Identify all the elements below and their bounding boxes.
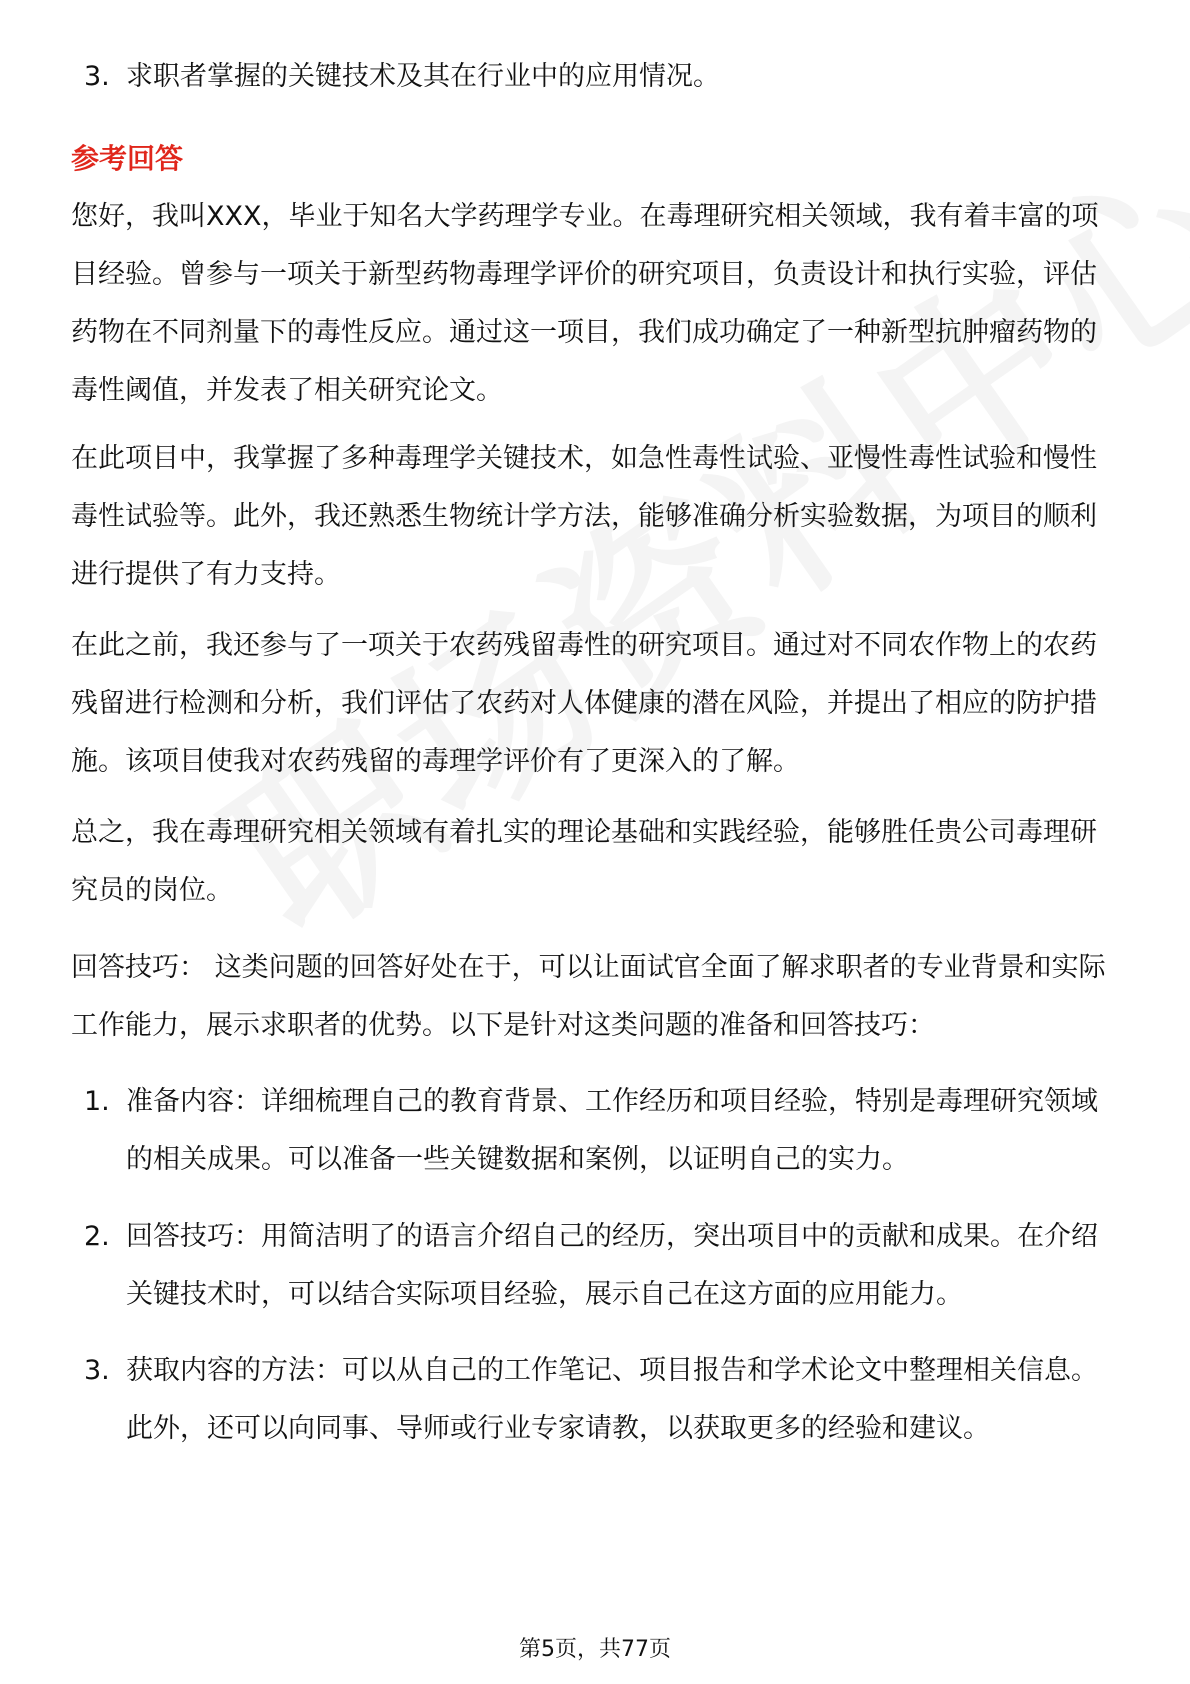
tip-number: 1. [84,1086,110,1117]
list-text: 求职者掌握的关键技术及其在行业中的应用情况。 [126,61,720,92]
section-heading: 参考回答 [71,142,184,175]
page-footer: 第5页，共77页 [519,1637,671,1662]
tip-item [84,1208,1124,1324]
paragraph: 在此之前，我还参与了一项关于农药残留毒性的研究项目。通过对不同农作物上的农药残留进行检测和分析，我们评估了农药对人体健康的潜在风险，并提出了相应的防护措施。该项目使我对农药残留的毒理学评价有了更深入的了解。 [71,630,1097,777]
paragraph: 在此项目中，我掌握了多种毒理学关键技术，如急性毒性试验、亚慢性毒性试验和慢性毒性试验等。此外，我还熟悉生物统计学方法，能够准确分析实验数据，为项目的顺利进行提供了有力支持。 [71,443,1097,590]
paragraph: 总之，我在毒理研究相关领域有着扎实的理论基础和实践经验，能够胜任贵公司毒理研究员的岗位。 [71,817,1097,906]
tip-item [84,1342,1124,1458]
list-number: 3. [84,61,110,92]
tip-text: 获取内容的方法：可以从自己的工作笔记、项目报告和学术论文中整理相关信息。此外，还可以向同事、导师或行业专家请教，以获取更多的经验和建议。 [126,1355,1098,1444]
tip-number: 3. [84,1355,110,1386]
answer-tips-intro: 回答技巧： 这类问题的回答好处在于，可以让面试官全面了解求职者的专业背景和实际工作能力，展示求职者的优势。以下是针对这类问题的准备和回答技巧： [71,952,1106,1041]
paragraph: 您好，我叫XXX，毕业于知名大学药理学专业。在毒理研究相关领域，我有着丰富的项目经验。曾参与一项关于新型药物毒理学评价的研究项目，负责设计和执行实验，评估药物在不同剂量下的毒性反应。通过这一项目，我们成功确定了一种新型抗肿瘤药物的毒性阈值，并发表了相关研究论文。 [71,201,1099,406]
tip-item [84,1073,1124,1189]
tip-number: 2. [84,1221,110,1252]
tip-text: 回答技巧：用简洁明了的语言介绍自己的经历，突出项目中的贡献和成果。在介绍关键技术时，可以结合实际项目经验，展示自己在这方面的应用能力。 [126,1221,1098,1310]
tip-text: 准备内容：详细梳理自己的教育背景、工作经历和项目经验，特别是毒理研究领域的相关成果。可以准备一些关键数据和案例，以证明自己的实力。 [126,1086,1098,1175]
list-item [84,48,1124,106]
